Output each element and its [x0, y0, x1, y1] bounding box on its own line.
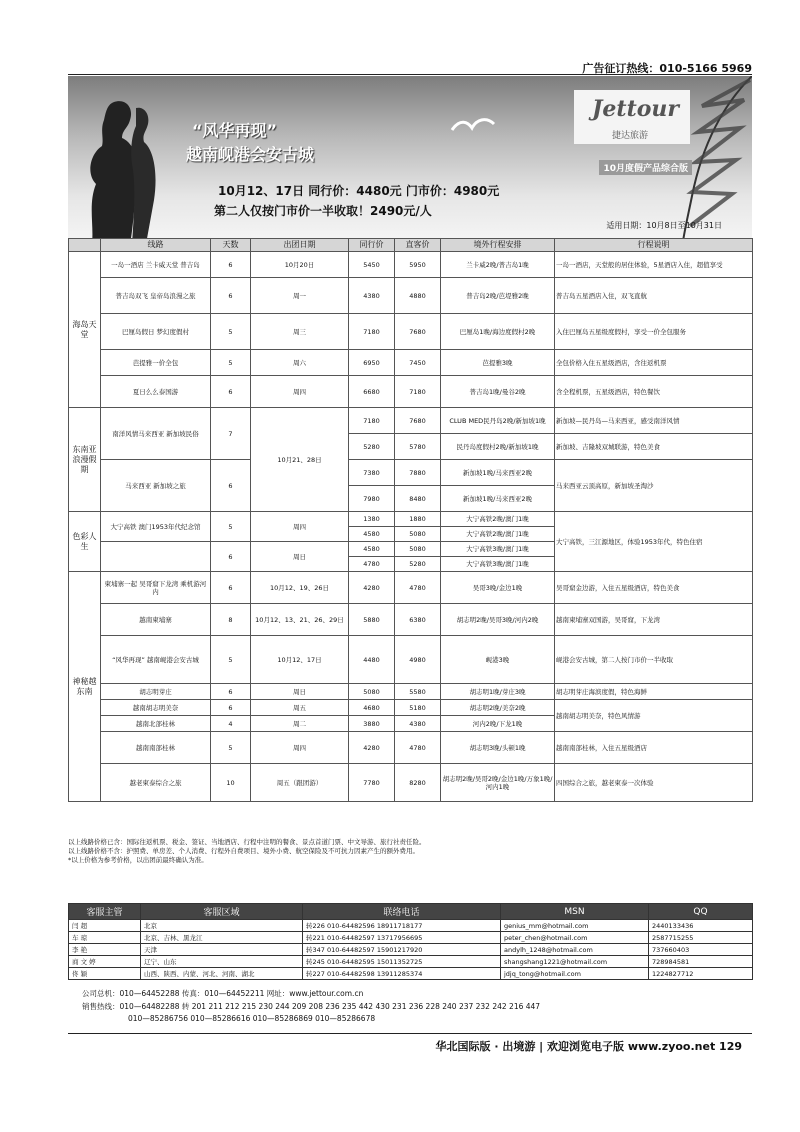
dates-cell: 周四: [251, 376, 349, 408]
trade-price-cell: 7980: [349, 486, 395, 512]
table-row: [69, 604, 753, 636]
days-cell: 6: [211, 460, 251, 512]
route-cell: 普吉岛双飞 皇帝岛浪漫之旅: [101, 278, 211, 314]
table-row: [69, 314, 753, 350]
days-cell: 6: [211, 252, 251, 278]
trade-price-cell: 5080: [349, 684, 395, 700]
trade-price-cell: 7380: [349, 460, 395, 486]
hero-price-line2: 第二人仅按门市价一半收取！2490元/人: [214, 204, 432, 218]
contact-msn: peter_chen@hotmail.com: [501, 932, 649, 944]
plan-cell: 普吉岛2晚/芭堤雅2晚: [441, 278, 555, 314]
contact-qq: 737660403: [649, 944, 753, 956]
dates-cell: 周日: [251, 684, 349, 700]
table-row: [69, 460, 753, 486]
hero-title-line2: 越南岘港会安古城: [186, 145, 315, 164]
days-cell: 10: [211, 764, 251, 802]
plan-cell: 吴哥3晚/金边1晚: [441, 572, 555, 604]
days-cell: 5: [211, 512, 251, 542]
days-cell: 5: [211, 636, 251, 684]
bottom-divider: [68, 1033, 752, 1034]
plan-cell: 胡志明2晚/美奈2晚: [441, 700, 555, 716]
contact-name: 李 艳: [69, 944, 141, 956]
contact-region: 北京、吉林、黑龙江: [141, 932, 303, 944]
desc-cell: 越南南部桂林，入住五星级酒店: [555, 732, 753, 764]
desc-cell: 大宁高铁，三江源地区，体验1953年代，特色住宿: [555, 512, 753, 572]
dates-cell: 10月12、19、26日: [251, 572, 349, 604]
contact-phone: 转227 010-64482598 13911285374: [303, 968, 501, 980]
plan-cell: 河内2晚/下龙1晚: [441, 716, 555, 732]
plan-cell: 兰卡威2晚/普吉岛1晚: [441, 252, 555, 278]
table-row: [69, 700, 753, 716]
days-cell: 4: [211, 716, 251, 732]
trade-price-cell: 4680: [349, 700, 395, 716]
plan-cell: 大宁高铁3晚/澳门1晚: [441, 557, 555, 572]
trade-price-cell: 4380: [349, 278, 395, 314]
direct-price-cell: 5280: [395, 557, 441, 572]
plan-cell: CLUB MED民丹岛2晚/新加坡1晚: [441, 408, 555, 434]
contact-qq: 728984581: [649, 956, 753, 968]
table-row: [69, 636, 753, 684]
category-cell: 海岛天堂: [69, 252, 101, 408]
dates-cell: 10月12、13、21、26、29日: [251, 604, 349, 636]
contact-row: [69, 956, 753, 968]
plan-cell: 大宁高铁2晚/澳门1晚: [441, 512, 555, 527]
contact-table: [68, 903, 753, 980]
contact-header-cell: 客服区域: [141, 904, 303, 920]
desc-cell: 普吉岛五星酒店入住，双飞直航: [555, 278, 753, 314]
direct-price-cell: 4880: [395, 278, 441, 314]
contact-phone: 转245 010-64482595 15011352725: [303, 956, 501, 968]
contact-row: [69, 968, 753, 980]
header-cell: 线路: [101, 239, 211, 252]
dates-cell: 周五（跟团游）: [251, 764, 349, 802]
plan-cell: 普吉岛1晚/曼谷2晚: [441, 376, 555, 408]
route-cell: 南洋风情马来西亚 新加坡民俗: [101, 408, 211, 460]
contact-header-row: [69, 904, 753, 920]
contact-region: 天津: [141, 944, 303, 956]
contact-qq: 2587715255: [649, 932, 753, 944]
contact-msn: jdjq_tong@hotmail.com: [501, 968, 649, 980]
route-cell: 越老柬泰综合之旅: [101, 764, 211, 802]
contact-name: 闫 超: [69, 920, 141, 932]
direct-price-cell: 4380: [395, 716, 441, 732]
dates-cell: 周二: [251, 716, 349, 732]
trade-price-cell: 1380: [349, 512, 395, 527]
contact-row: [69, 944, 753, 956]
table-row: [69, 572, 753, 604]
jettour-logo: [574, 90, 690, 144]
plan-cell: 岘港3晚: [441, 636, 555, 684]
hero-banner: [68, 76, 752, 248]
plan-cell: 芭提雅3晚: [441, 350, 555, 376]
contact-qq: 1224827712: [649, 968, 753, 980]
route-cell: 巴厘岛假日 梦幻度假村: [101, 314, 211, 350]
table-row: [69, 764, 753, 802]
sales-hotline: 销售热线：010—64482288 转 201 211 212 215 230 244 209 208 236 235 442 430 231 236 228 240 237 232 242 216 447: [82, 1002, 541, 1011]
contact-msn: andylh_1248@hotmail.com: [501, 944, 649, 956]
days-cell: 6: [211, 684, 251, 700]
desc-cell: 岘港会安古城，第二人按门市价一半收取: [555, 636, 753, 684]
contact-name: 佟 颖: [69, 968, 141, 980]
direct-price-cell: 6380: [395, 604, 441, 636]
desc-cell: 全包价格入住五星级酒店，含往返机票: [555, 350, 753, 376]
contact-row: [69, 932, 753, 944]
table-row: [69, 278, 753, 314]
product-tagline: 10月度假产品综合版: [599, 160, 692, 175]
contact-phone: 转347 010-64482597 15901217920: [303, 944, 501, 956]
trade-price-cell: 4280: [349, 572, 395, 604]
direct-price-cell: 7680: [395, 408, 441, 434]
route-cell: 越南南部桂林: [101, 732, 211, 764]
route-cell: 一岛一酒店 兰卡威天堂 普吉岛: [101, 252, 211, 278]
desc-cell: 新加坡—民丹岛—马来西亚，感受南洋风情: [555, 408, 753, 434]
trade-price-cell: 5880: [349, 604, 395, 636]
table-row: [69, 512, 753, 527]
category-cell: 神秘越东南: [69, 572, 101, 802]
header-cell: [69, 239, 101, 252]
company-phone-line: 公司总机：010—64452288 传真：010—64452211 网址：www.jettour.com.cn: [82, 989, 364, 998]
direct-price-cell: 4980: [395, 636, 441, 684]
sales-numbers: 010—85286756 010—85286616 010—85286869 010—85286678: [128, 1014, 376, 1023]
trade-price-cell: 5450: [349, 252, 395, 278]
hero-price-line1: 10月12、17日 同行价：4480元 门市价：4980元: [218, 184, 500, 198]
dates-cell: 周四: [251, 512, 349, 542]
plan-cell: 胡志明2晚/吴哥2晚/金边1晚/万象1晚/河内1晚: [441, 764, 555, 802]
table-row: [69, 408, 753, 434]
route-cell: 柬埔寨一起 吴哥窟下龙湾 乘机游河内: [101, 572, 211, 604]
dates-cell: 周六: [251, 350, 349, 376]
desc-cell: 含全程机票，五星级酒店，特色餐饮: [555, 376, 753, 408]
days-cell: 5: [211, 314, 251, 350]
route-cell: 越南柬埔寨: [101, 604, 211, 636]
direct-price-cell: 5580: [395, 684, 441, 700]
contact-msn: shangshang1221@hotmail.com: [501, 956, 649, 968]
logo-brand: Jettour: [592, 96, 679, 122]
route-cell: 越南胡志明美奈: [101, 700, 211, 716]
table-row: [69, 376, 753, 408]
trade-price-cell: 4280: [349, 732, 395, 764]
desc-cell: 入住巴厘岛五星级度假村，享受一价全包服务: [555, 314, 753, 350]
header-cell: 境外行程安排: [441, 239, 555, 252]
seagull-icon: [448, 112, 498, 138]
desc-cell: 越南胡志明美奈，特色风情游: [555, 700, 753, 732]
desc-cell: 吴哥窟金边游，入住五星级酒店，特色美食: [555, 572, 753, 604]
dates-cell: 周一: [251, 278, 349, 314]
trade-price-cell: 4780: [349, 557, 395, 572]
category-cell: 色彩人生: [69, 512, 101, 572]
days-cell: 5: [211, 350, 251, 376]
dates-cell: 10月20日: [251, 252, 349, 278]
route-cell: 马来西亚 新加坡之旅: [101, 460, 211, 512]
direct-price-cell: 1880: [395, 512, 441, 527]
direct-price-cell: 7180: [395, 376, 441, 408]
category-cell: 东南亚浪漫假期: [69, 408, 101, 512]
plan-cell: 胡志明2晚/吴哥3晚/河内2晚: [441, 604, 555, 636]
contact-region: 山西、陕西、内蒙、河北、河南、湖北: [141, 968, 303, 980]
route-cell: 夏日么么泰国游: [101, 376, 211, 408]
header-cell: 出团日期: [251, 239, 349, 252]
route-cell: [101, 542, 211, 572]
contact-qq: 2440133436: [649, 920, 753, 932]
days-cell: 6: [211, 542, 251, 572]
desc-cell: 胡志明芽庄海滨度假，特色海鲜: [555, 684, 753, 700]
logo-sub: 捷达旅游: [612, 131, 649, 141]
trade-price-cell: 4480: [349, 636, 395, 684]
route-cell: “风华再现” 越南岘港会安古城: [101, 636, 211, 684]
direct-price-cell: 5780: [395, 434, 441, 460]
hero-title-line1: “风华再现”: [192, 121, 278, 140]
contact-region: 辽宁、山东: [141, 956, 303, 968]
table-row: [69, 350, 753, 376]
notes-block: [68, 838, 752, 865]
contact-name: 商 文 婷: [69, 956, 141, 968]
direct-price-cell: 5180: [395, 700, 441, 716]
days-cell: 6: [211, 700, 251, 716]
direct-price-cell: 7680: [395, 314, 441, 350]
direct-price-cell: 5950: [395, 252, 441, 278]
table-row: [69, 684, 753, 700]
trade-price-cell: 6950: [349, 350, 395, 376]
direct-price-cell: 4780: [395, 732, 441, 764]
note-line: 以上线路价格已含：国际往返机票、税金、签证、当地酒店、行程中注明的餐食、景点首道门票、中文导游、旅行社责任险。: [68, 838, 426, 846]
days-cell: 7: [211, 408, 251, 460]
dates-cell: 10月21、28日: [251, 408, 349, 512]
days-cell: 5: [211, 732, 251, 764]
contact-region: 北京: [141, 920, 303, 932]
contact-phone: 转226 010-64482596 18911718177: [303, 920, 501, 932]
route-cell: 芭提雅一价全包: [101, 350, 211, 376]
dates-cell: 周五: [251, 700, 349, 716]
contact-header-cell: 客服主管: [69, 904, 141, 920]
dates-cell: 周四: [251, 732, 349, 764]
trade-price-cell: 5280: [349, 434, 395, 460]
plan-cell: 大宁高铁3晚/澳门1晚: [441, 542, 555, 557]
contact-header-cell: QQ: [649, 904, 753, 920]
route-cell: 胡志明芽庄: [101, 684, 211, 700]
valid-dates: 适用日期：10月8日至10月31日: [606, 221, 722, 230]
contact-msn: genius_mm@hotmail.com: [501, 920, 649, 932]
dates-cell: 周日: [251, 542, 349, 572]
trade-price-cell: 4580: [349, 542, 395, 557]
dates-cell: 10月12、17日: [251, 636, 349, 684]
note-line: *以上价格为参考价格，以出团前最终确认为准。: [68, 856, 208, 864]
trade-price-cell: 3880: [349, 716, 395, 732]
header-cell: 直客价: [395, 239, 441, 252]
table-row: [69, 732, 753, 764]
direct-price-cell: 7880: [395, 460, 441, 486]
route-cell: 越南北部桂林: [101, 716, 211, 732]
table-header-row: [69, 239, 753, 252]
table-row: [69, 252, 753, 278]
couple-silhouette-icon: [74, 94, 164, 244]
direct-price-cell: 8480: [395, 486, 441, 512]
days-cell: 8: [211, 604, 251, 636]
plan-cell: 巴厘岛1晚/海边度假村2晚: [441, 314, 555, 350]
header-cell: 天数: [211, 239, 251, 252]
plan-cell: 胡志明3晚/头顿1晚: [441, 732, 555, 764]
direct-price-cell: 5080: [395, 542, 441, 557]
ad-hotline: 广告征订热线：010-5166 5969: [582, 62, 752, 75]
contact-phone: 转221 010-64482597 13717956695: [303, 932, 501, 944]
desc-cell: 马来西亚云顶高原，新加坡圣淘沙: [555, 460, 753, 512]
trade-price-cell: 7180: [349, 408, 395, 434]
direct-price-cell: 5080: [395, 527, 441, 542]
page-footer: 华北国际版 · 出境游 | 欢迎浏览电子版 www.zyoo.net 129: [435, 1040, 742, 1053]
desc-cell: 新加坡、吉隆坡双城联游，特色美食: [555, 434, 753, 460]
note-line: 以上线路价格不含：护照费、单房差、个人消费、行程外自费项目、境外小费、航空保险及不可抗力因素产生的额外费用。: [68, 847, 419, 855]
direct-price-cell: 4780: [395, 572, 441, 604]
trade-price-cell: 4580: [349, 527, 395, 542]
contact-header-cell: 联络电话: [303, 904, 501, 920]
direct-price-cell: 8280: [395, 764, 441, 802]
dates-cell: 周三: [251, 314, 349, 350]
contact-header-cell: MSN: [501, 904, 649, 920]
trade-price-cell: 6680: [349, 376, 395, 408]
top-divider: [68, 74, 752, 75]
header-cell: 同行价: [349, 239, 395, 252]
desc-cell: 一岛一酒店，天堂般的居住体验，5星酒店入住，超值享受: [555, 252, 753, 278]
contact-name: 车 琼: [69, 932, 141, 944]
trade-price-cell: 7780: [349, 764, 395, 802]
tour-table: [68, 238, 753, 802]
header-cell: 行程说明: [555, 239, 753, 252]
trade-price-cell: 7180: [349, 314, 395, 350]
contact-row: [69, 920, 753, 932]
days-cell: 6: [211, 278, 251, 314]
plan-cell: 民丹岛度假村2晚/新加坡1晚: [441, 434, 555, 460]
plan-cell: 胡志明1晚/芽庄3晚: [441, 684, 555, 700]
route-cell: 大宁高铁 澳门1953年代纪念馆: [101, 512, 211, 542]
plan-cell: 新加坡1晚/马来西亚2晚: [441, 486, 555, 512]
desc-cell: 越南柬埔寨双国游，吴哥窟，下龙湾: [555, 604, 753, 636]
direct-price-cell: 7450: [395, 350, 441, 376]
days-cell: 6: [211, 572, 251, 604]
plan-cell: 新加坡1晚/马来西亚2晚: [441, 460, 555, 486]
desc-cell: 四国综合之旅，越老柬泰一次体验: [555, 764, 753, 802]
days-cell: 6: [211, 376, 251, 408]
plan-cell: 大宁高铁2晚/澳门1晚: [441, 527, 555, 542]
